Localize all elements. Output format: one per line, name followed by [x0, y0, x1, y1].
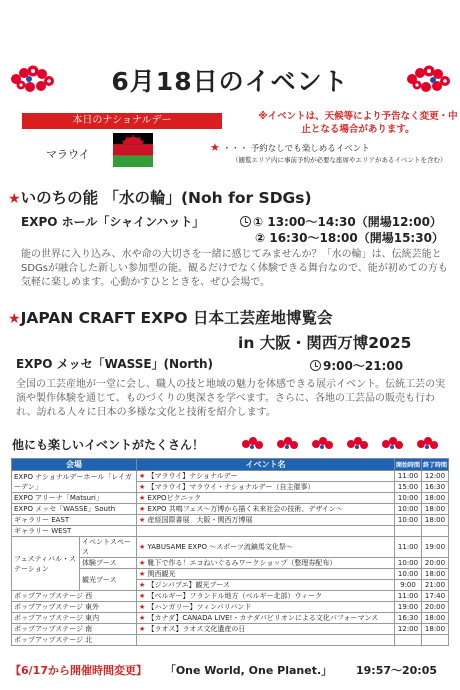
- malawi-flag-icon: [113, 133, 153, 167]
- table-row: [12, 526, 449, 537]
- table-cell-subvenue: 体験ブース: [80, 558, 137, 569]
- table-cell-event-text: YABUSAME EXPO ～スポーツ流鏑馬文化祭～: [147, 543, 293, 551]
- star-icon: ★: [139, 581, 146, 589]
- table-cell-event: [137, 635, 395, 646]
- table-cell-start: 11:00: [395, 537, 422, 558]
- table-cell-end: 18:00: [422, 569, 449, 580]
- table-cell-end: 19:00: [422, 537, 449, 558]
- decor-logos: [238, 436, 453, 452]
- event2-venue: EXPO メッセ「WASSE」(North): [16, 357, 214, 371]
- star-icon: ★: [139, 543, 146, 551]
- table-cell-start: 11:00: [395, 591, 422, 602]
- table-row: [12, 635, 449, 646]
- table-cell-subvenue: イベントスペース: [80, 537, 137, 558]
- table-cell-event-text: 産経国際書展 大阪・関西万博展: [147, 516, 253, 524]
- table-header-event: イベント名: [137, 459, 395, 471]
- event2-title-text: JAPAN CRAFT EXPO 日本工芸産地博覧会: [20, 309, 333, 327]
- star-icon: ★: [8, 311, 21, 327]
- event1-title-text: いのちの能 「水の輪」(Noh for SDGs): [20, 189, 312, 207]
- table-cell-event: [137, 591, 395, 602]
- star-icon: ★: [139, 614, 146, 622]
- event1-time1: [240, 213, 442, 230]
- table-cell-start: 10:00: [395, 558, 422, 569]
- star-icon: ★: [139, 494, 146, 502]
- event1-description: 能の世界に入り込み、水や命の大切さを一緒に感じてみませんか？「水の輪」は、伝統芸能とSDGsが融合した新しい参加型の能。観るだけでなく体験できる舞台なので、能が初めての方も気軽に楽しめます。心動かすひとときを、ぜひ会場で。: [21, 249, 448, 288]
- table-cell-event: [137, 613, 395, 624]
- table-cell-start: [395, 526, 422, 537]
- table-cell-end: 21:00: [422, 580, 449, 591]
- legend: [210, 142, 458, 166]
- table-cell-venue: ポップアップステージ 西: [12, 591, 137, 602]
- star-icon: ★: [139, 592, 146, 600]
- notice-text: ※イベントは、天候等により予告なく変更・中止となる場合があります。: [258, 111, 458, 135]
- table-row: [12, 471, 449, 482]
- table-row: [12, 493, 449, 504]
- table-cell-start: 16:30: [395, 613, 422, 624]
- table-cell-end: 20:00: [422, 602, 449, 613]
- table-cell-start: 10:00: [395, 515, 422, 526]
- table-cell-event: [137, 471, 395, 482]
- table-cell-event-text: 【ベルギー】フランドル地方（ベルギー北部）ウィーク: [147, 592, 323, 600]
- table-cell-venue: EXPO ナショナルデーホール「レイガーデン」: [12, 471, 137, 493]
- legend-text: ・・・ 予約なしでも楽しめるイベント: [222, 144, 370, 154]
- table-row: [12, 613, 449, 624]
- table-row: [12, 591, 449, 602]
- table-cell-end: 17:40: [422, 591, 449, 602]
- table-cell-event: [137, 569, 395, 580]
- table-header-venue: 会場: [12, 459, 137, 471]
- bottom-event-time: 19:57～20:05: [355, 664, 438, 677]
- star-icon: ★: [139, 570, 146, 578]
- star-icon: ★: [139, 625, 146, 633]
- clock-icon: [240, 216, 251, 227]
- star-icon: ★: [139, 559, 146, 567]
- table-cell-event-text: EXPOピクニック: [147, 494, 202, 502]
- star-icon: ★: [210, 141, 220, 154]
- table-header-row: [12, 459, 449, 471]
- table-cell-event: [137, 537, 395, 558]
- event1-time2: ② 16:30～18:00（開場15:30）: [255, 231, 444, 245]
- table-cell-subvenue: 観光ブース: [80, 569, 137, 591]
- table-cell-event: [137, 580, 395, 591]
- table-cell-event: [137, 482, 395, 493]
- table-cell-event: [137, 602, 395, 613]
- table-cell-end: 18:00: [422, 515, 449, 526]
- table-cell-start: 12:00: [395, 624, 422, 635]
- schedule-change-label: 【6/17から開催時間変更】: [10, 664, 147, 677]
- table-cell-event-text: EXPO 共鳴フェス～万博から描く未来社会の技術、デザイン～: [147, 505, 343, 513]
- table-cell-start: 9:00: [395, 580, 422, 591]
- events-table-wrapper: [11, 458, 449, 646]
- table-cell-venue: ポップアップステージ 南: [12, 624, 137, 635]
- table-header-start: 開始時間: [395, 459, 422, 471]
- table-cell-end: 18:00: [422, 613, 449, 624]
- table-cell-end: [422, 635, 449, 646]
- table-cell-event: [137, 624, 395, 635]
- table-cell-venue: EXPO メッセ「WASSE」South: [12, 504, 137, 515]
- table-cell-end: 18:00: [422, 624, 449, 635]
- table-cell-end: [422, 526, 449, 537]
- table-cell-venue: ギャラリー EAST: [12, 515, 137, 526]
- table-cell-event: [137, 504, 395, 515]
- table-cell-event-text: 【ジンバブエ】観光ブース: [147, 581, 230, 589]
- clock-icon: [310, 360, 321, 371]
- table-cell-start: 10:00: [395, 569, 422, 580]
- event1-venue: EXPO ホール「シャインハット」: [21, 215, 205, 229]
- table-cell-start: 10:00: [395, 493, 422, 504]
- table-row: [12, 537, 449, 558]
- bottom-event-name: 「One World, One Planet.」: [164, 664, 333, 677]
- page-title: 6月18日のイベント: [111, 67, 349, 96]
- table-cell-event: [137, 493, 395, 504]
- table-cell-end: 18:00: [422, 493, 449, 504]
- table-cell-venue: EXPO アリーナ「Matsuri」: [12, 493, 137, 504]
- table-cell-end: 20:00: [422, 558, 449, 569]
- star-icon: ★: [139, 603, 146, 611]
- event1-time1-text: ① 13:00～14:30（開場12:00）: [253, 215, 442, 229]
- table-header-end: 終了時間: [422, 459, 449, 471]
- table-cell-venue: ギャラリー WEST: [12, 526, 137, 537]
- star-icon: ★: [139, 505, 146, 513]
- table-cell-event: [137, 515, 395, 526]
- event2-title-line1: [8, 306, 332, 328]
- table-cell-start: 10:00: [395, 504, 422, 515]
- table-cell-event: [137, 526, 395, 537]
- legend-note: （観覧エリア内に事前予約が必要な座席やエリアがあるイベントを含む）: [232, 156, 447, 164]
- event1-title: [8, 186, 312, 208]
- table-cell-venue: ポップアップステージ 東内: [12, 613, 137, 624]
- table-cell-event-text: 関西観光: [147, 570, 176, 578]
- events-table: [11, 458, 449, 646]
- decor-logo-icons: [238, 436, 453, 452]
- table-cell-end: 12:00: [422, 471, 449, 482]
- table-row: [12, 602, 449, 613]
- table-cell-end: 18:00: [422, 504, 449, 515]
- table-cell-end: 16:30: [422, 482, 449, 493]
- star-icon: ★: [8, 191, 21, 207]
- event2-time: [310, 357, 403, 374]
- event2-title-line2: in 大阪・関西万博2025: [238, 334, 412, 352]
- star-icon: ★: [139, 516, 146, 524]
- table-cell-start: 19:00: [395, 602, 422, 613]
- table-cell-start: [395, 635, 422, 646]
- star-icon: ★: [139, 472, 146, 480]
- table-cell-start: 15:00: [395, 482, 422, 493]
- table-row: [12, 515, 449, 526]
- table-cell-venue: ポップアップステージ 東外: [12, 602, 137, 613]
- national-day-country: マラウイ: [46, 148, 90, 161]
- more-events-heading: 他にも楽しいイベントがたくさん！: [12, 438, 205, 452]
- table-cell-event-text: 【カナダ】CANADA LIVE!・カナダパビリオンによる文化パフォーマンス: [147, 614, 379, 622]
- table-cell-event: [137, 558, 395, 569]
- bottom-bar: [10, 662, 450, 678]
- table-cell-venue: フェスティバル・ステーション: [12, 537, 80, 591]
- table-cell-start: 11:00: [395, 471, 422, 482]
- table-cell-event-text: 【ラオス】ラオス文化遺産の日: [147, 625, 246, 633]
- star-icon: ★: [139, 483, 146, 491]
- table-cell-event-text: 【マラウイ】マラウイ・ナショナルデー（自主催事）: [147, 483, 315, 491]
- national-day-badge: 本日のナショナルデー: [22, 113, 222, 129]
- table-row: [12, 504, 449, 515]
- table-cell-event-text: 【ハンガリー】ツィンバリバンド: [147, 603, 252, 611]
- table-row: [12, 624, 449, 635]
- event2-description: 全国の工芸産地が一堂に会し、職人の技と地域の魅力を体感できる展示イベント。伝統工芸の実演や製作体験を通じて、ものづくりの奥深さを学べます。さらに、各地の工芸品の販売も行われ、訪れる人々に日本の多様な文化と技術を紹介します。: [16, 379, 446, 418]
- table-cell-event-text: 靴下で作る！エコねいぐるみワークショップ（整理券配布）: [147, 559, 337, 567]
- table-cell-venue: ポップアップステージ 北: [12, 635, 137, 646]
- table-cell-event-text: 【マラウイ】ナショナルデー: [147, 472, 238, 480]
- event2-time-text: 9:00～21:00: [323, 359, 404, 373]
